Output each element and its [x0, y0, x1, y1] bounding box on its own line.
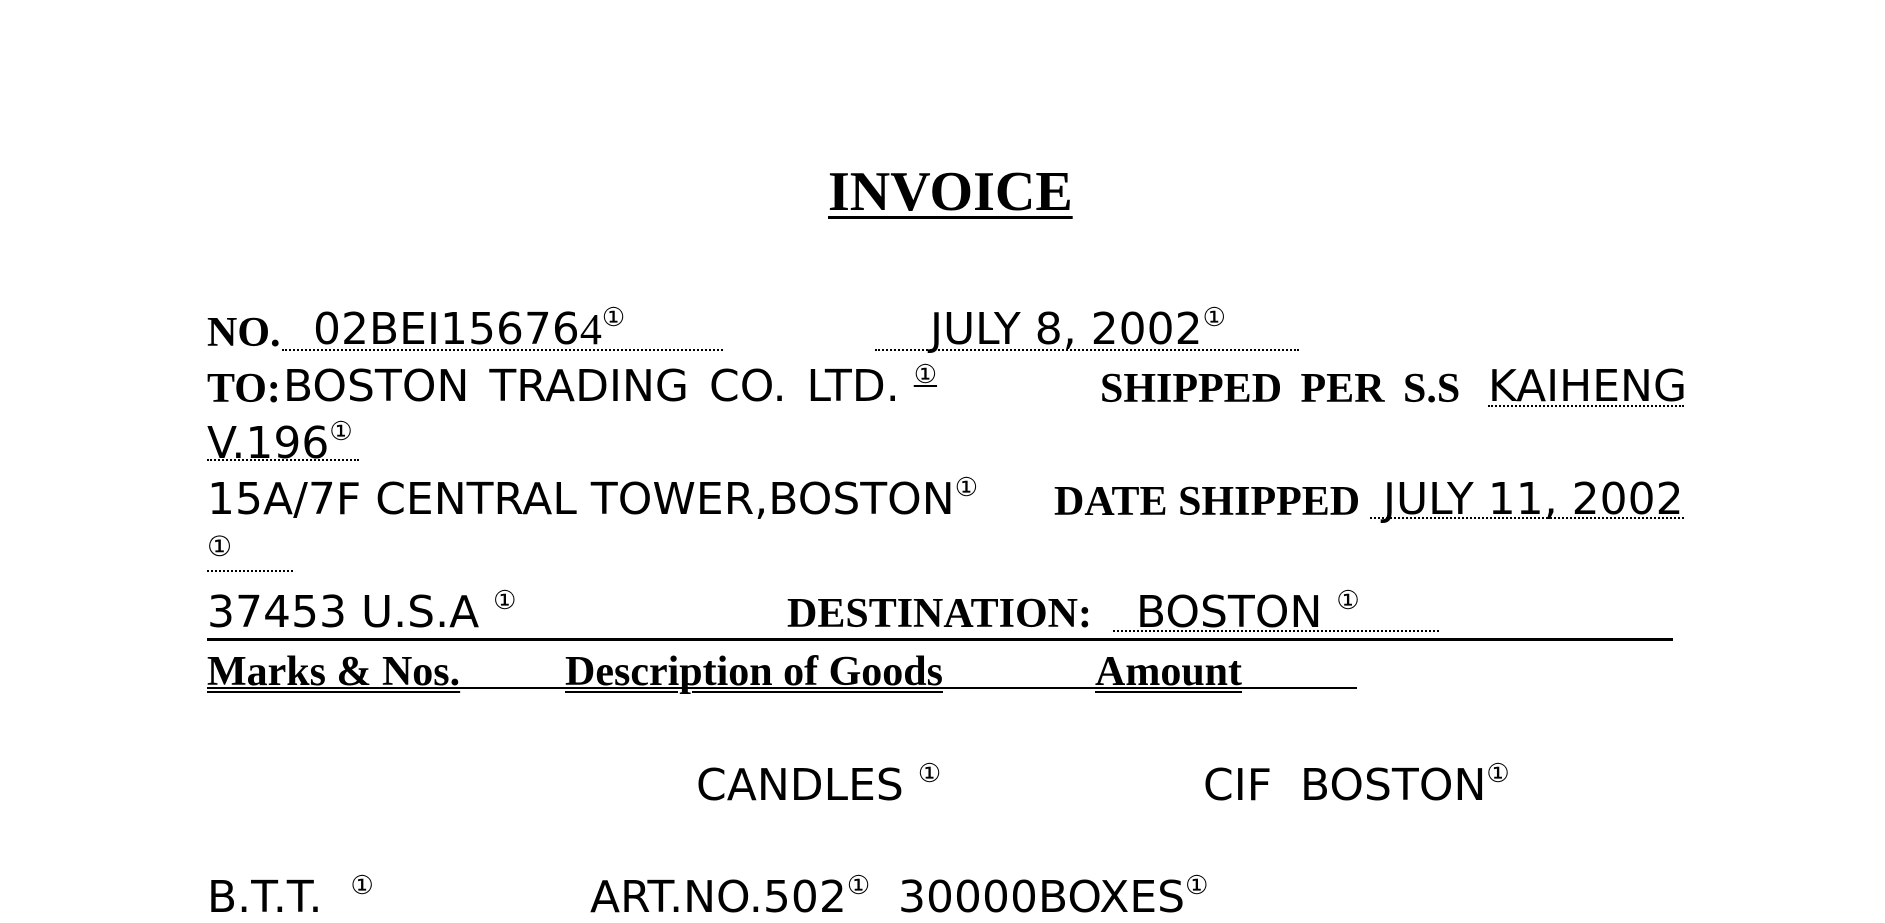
address-line2 — [207, 586, 517, 638]
date-shipped-underline — [1370, 517, 1684, 519]
invoice-date-text: JULY 8, 2002 — [930, 304, 1203, 355]
goods-description-text: CANDLES — [696, 760, 904, 811]
goods-terms — [1203, 759, 1510, 811]
circled-mark-icon: ① — [207, 532, 233, 563]
circled-mark-icon: ① — [913, 360, 938, 389]
continuation-underline — [207, 570, 293, 572]
circled-mark-icon: ① — [1486, 759, 1510, 788]
goods-marks — [207, 871, 374, 923]
voyage-text: V.196 — [207, 418, 330, 469]
goods-quantity — [898, 871, 1209, 923]
address-line2-text: 37453 U.S.A — [207, 587, 480, 638]
invoice-no-text: 02BEI15676 — [313, 304, 580, 355]
to-value-text: BOSTON TRADING CO. LTD. — [283, 361, 900, 412]
circled-mark-icon: ① — [917, 759, 942, 788]
circled-mark-icon: ① — [954, 473, 978, 502]
circled-mark-icon: ① — [1202, 303, 1226, 332]
circled-mark-icon: ① — [329, 417, 353, 446]
invoice-no-tail: 4 — [579, 305, 602, 354]
invoice-no-value — [313, 303, 626, 355]
column-amount: Amount — [1095, 649, 1243, 695]
shipped-per-underline — [1488, 405, 1684, 407]
header-rule — [207, 638, 1673, 641]
column-description: Description of Goods — [565, 649, 943, 695]
date-shipped-label: DATE SHIPPED — [1054, 479, 1361, 525]
goods-marks-text: B.T.T. — [207, 872, 323, 923]
circled-mark-icon: ① — [493, 586, 517, 615]
shipped-per-value: KAIHENG — [1488, 361, 1688, 412]
goods-terms-text: CIF BOSTON — [1203, 760, 1487, 811]
destination-text: BOSTON — [1136, 587, 1323, 638]
shipped-per-label: SHIPPED PER S.S — [1100, 366, 1461, 412]
voyage-underline — [207, 459, 359, 461]
to-label: TO: — [207, 366, 281, 412]
circled-mark-icon: ① — [601, 303, 626, 332]
column-marks-nos: Marks & Nos. — [207, 649, 461, 695]
invoice-no-label: NO. — [207, 310, 281, 356]
invoice-date-underline — [875, 349, 1299, 351]
invoice-date — [930, 303, 1226, 355]
to-value — [283, 360, 938, 412]
circled-mark-icon: ① — [350, 871, 374, 900]
goods-quantity-text: 30000BOXES — [898, 872, 1186, 923]
column-header-rule — [207, 687, 1357, 689]
circled-mark-icon: ① — [846, 871, 871, 900]
destination-underline — [1113, 630, 1439, 632]
circled-mark-icon: ① — [1185, 871, 1209, 900]
goods-description — [696, 759, 942, 811]
goods-art-no — [590, 871, 871, 923]
goods-art-no-text: ART.NO.502 — [590, 872, 847, 923]
date-shipped-value: JULY 11, 2002 — [1383, 474, 1684, 525]
destination-label: DESTINATION: — [787, 591, 1092, 637]
invoice-no-underline — [282, 349, 723, 351]
address-line1-text: 15A/7F CENTRAL TOWER,BOSTON — [207, 474, 955, 525]
destination-value — [1136, 586, 1360, 638]
circled-mark-icon: ① — [1336, 586, 1360, 615]
invoice-title: INVOICE — [828, 161, 1073, 223]
address-line1 — [207, 473, 978, 525]
